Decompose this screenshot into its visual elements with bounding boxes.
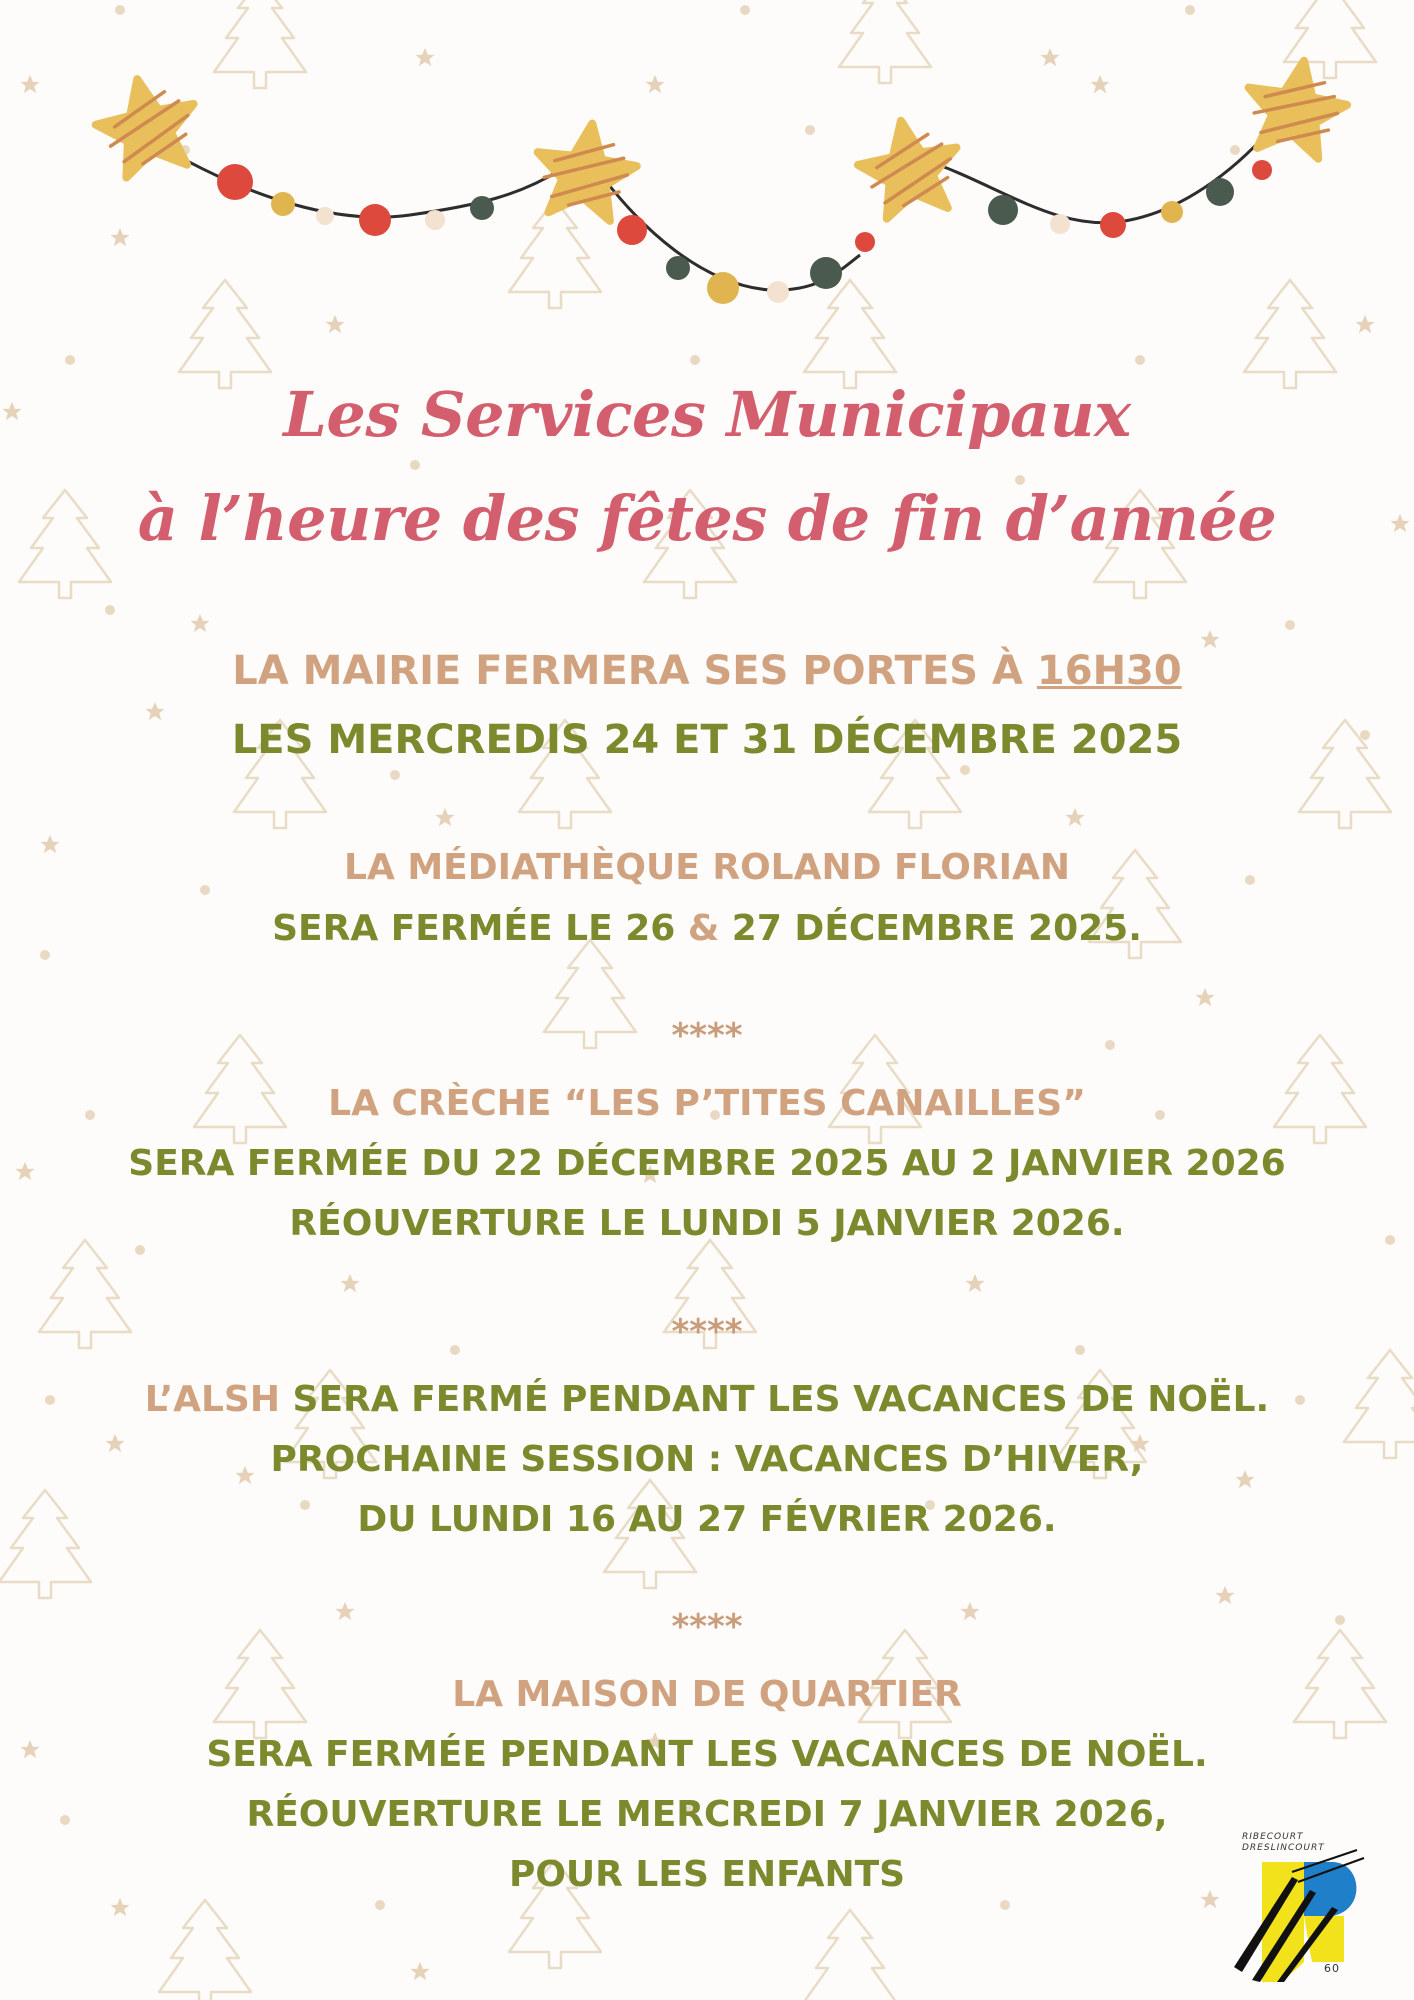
- creche-reopening: RÉOUVERTURE LE LUNDI 5 JANVIER 2026.: [289, 1203, 1125, 1244]
- mediatheque-dates: [0, 908, 1414, 949]
- mediatheque-dates-a: SERA FERMÉE LE 26: [272, 908, 688, 949]
- logo-text-line-1: RIBECOURT: [1242, 1832, 1304, 1842]
- title-line-2: à l’heure des fêtes de fin d’année: [137, 482, 1277, 555]
- mediatheque-name: LA MÉDIATHÈQUE ROLAND FLORIAN: [344, 847, 1070, 888]
- maison-name: LA MAISON DE QUARTIER: [452, 1674, 962, 1715]
- mairie-dates: LES MERCREDIS 24 ET 31 DÉCEMBRE 2025: [231, 717, 1183, 763]
- creche-dates: SERA FERMÉE DU 22 DÉCEMBRE 2025 AU 2 JANVIER 2026: [128, 1143, 1286, 1184]
- separator-3: ****: [671, 1607, 743, 1647]
- mairie-closing-time: 16H30: [1036, 648, 1182, 694]
- alsh-next-session: PROCHAINE SESSION : VACANCES D’HIVER,: [270, 1439, 1144, 1480]
- alsh-name: L’ALSH: [144, 1379, 280, 1420]
- mairie-closing-text: LA MAIRIE FERMERA SES PORTES À: [232, 648, 1037, 694]
- alsh-session-dates: DU LUNDI 16 AU 27 FÉVRIER 2026.: [357, 1499, 1057, 1540]
- logo-department-number: 60: [1324, 1962, 1340, 1975]
- logo-text-line-2: DRESLINCOURT: [1242, 1843, 1325, 1853]
- alsh-closing: SERA FERMÉ PENDANT LES VACANCES DE NOËL.: [280, 1379, 1270, 1420]
- maison-closing: SERA FERMÉE PENDANT LES VACANCES DE NOËL.: [206, 1734, 1208, 1775]
- title-line-1: Les Services Municipaux: [283, 378, 1131, 451]
- mediatheque-dates-b: 27 DÉCEMBRE 2025.: [719, 908, 1142, 949]
- separator-2: ****: [671, 1312, 743, 1352]
- mediatheque-ampersand: &: [687, 908, 720, 949]
- alsh-line-1: [0, 1379, 1414, 1420]
- separator-1: ****: [671, 1016, 743, 1056]
- creche-name: LA CRÈCHE “LES P’TITES CANAILLES”: [328, 1083, 1086, 1124]
- town-logo: [1232, 1832, 1372, 1982]
- mairie-closing-line: [0, 648, 1414, 694]
- logo-emblem: [1232, 1832, 1372, 1982]
- maison-reopening: RÉOUVERTURE LE MERCREDI 7 JANVIER 2026,: [246, 1794, 1168, 1835]
- maison-audience: POUR LES ENFANTS: [508, 1854, 906, 1895]
